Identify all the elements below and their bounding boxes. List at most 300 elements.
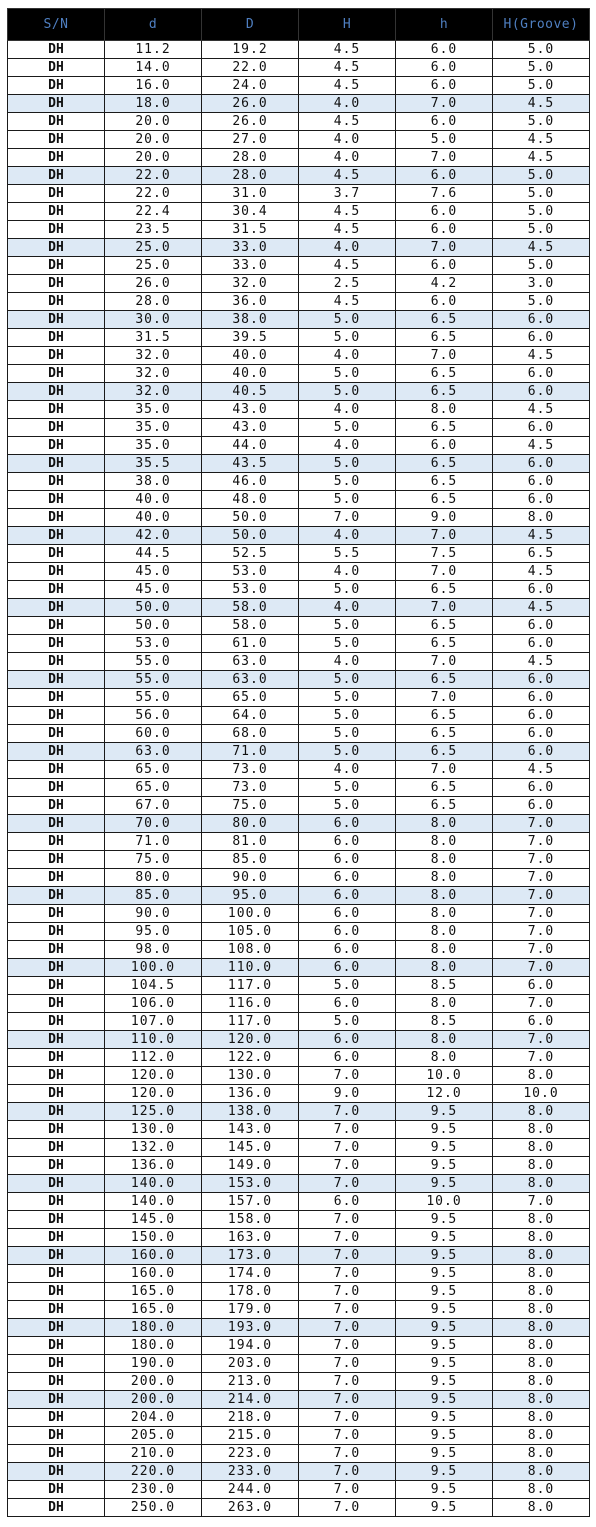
cell-D: 65.0 bbox=[202, 689, 299, 707]
cell-H: 7.0 bbox=[299, 1337, 396, 1355]
cell-H: 4.0 bbox=[299, 347, 396, 365]
cell-sn: DH bbox=[8, 95, 105, 113]
cell-sn: DH bbox=[8, 1355, 105, 1373]
cell-h: 6.5 bbox=[396, 473, 493, 491]
cell-h: 4.2 bbox=[396, 275, 493, 293]
cell-h: 6.5 bbox=[396, 671, 493, 689]
cell-h: 7.0 bbox=[396, 689, 493, 707]
cell-sn: DH bbox=[8, 1211, 105, 1229]
cell-sn: DH bbox=[8, 1175, 105, 1193]
header-h-groove: H(Groove) bbox=[493, 9, 590, 41]
cell-sn: DH bbox=[8, 761, 105, 779]
cell-H: 6.0 bbox=[299, 833, 396, 851]
cell-sn: DH bbox=[8, 1049, 105, 1067]
header-row bbox=[8, 9, 590, 41]
cell-h: 6.5 bbox=[396, 491, 493, 509]
cell-d: 160.0 bbox=[105, 1265, 202, 1283]
cell-h-groove: 7.0 bbox=[493, 959, 590, 977]
cell-d: 210.0 bbox=[105, 1445, 202, 1463]
table-row bbox=[8, 203, 590, 221]
cell-D: 61.0 bbox=[202, 635, 299, 653]
table-row bbox=[8, 365, 590, 383]
cell-h: 6.5 bbox=[396, 383, 493, 401]
cell-sn: DH bbox=[8, 1031, 105, 1049]
cell-h-groove: 5.0 bbox=[493, 167, 590, 185]
table-row bbox=[8, 1391, 590, 1409]
cell-H: 5.0 bbox=[299, 1013, 396, 1031]
cell-h: 9.5 bbox=[396, 1391, 493, 1409]
cell-H: 4.0 bbox=[299, 149, 396, 167]
cell-d: 32.0 bbox=[105, 347, 202, 365]
cell-sn: DH bbox=[8, 455, 105, 473]
table-row bbox=[8, 1247, 590, 1265]
cell-sn: DH bbox=[8, 59, 105, 77]
cell-h: 8.0 bbox=[396, 1031, 493, 1049]
cell-d: 28.0 bbox=[105, 293, 202, 311]
cell-H: 5.0 bbox=[299, 779, 396, 797]
cell-D: 75.0 bbox=[202, 797, 299, 815]
cell-h-groove: 6.0 bbox=[493, 455, 590, 473]
cell-h: 6.5 bbox=[396, 725, 493, 743]
cell-h: 9.5 bbox=[396, 1499, 493, 1517]
cell-h-groove: 4.5 bbox=[493, 563, 590, 581]
table-row bbox=[8, 59, 590, 77]
cell-H: 6.0 bbox=[299, 995, 396, 1013]
cell-d: 132.0 bbox=[105, 1139, 202, 1157]
cell-d: 190.0 bbox=[105, 1355, 202, 1373]
cell-d: 130.0 bbox=[105, 1121, 202, 1139]
cell-h-groove: 6.0 bbox=[493, 329, 590, 347]
cell-h-groove: 7.0 bbox=[493, 995, 590, 1013]
cell-d: 55.0 bbox=[105, 671, 202, 689]
table-row bbox=[8, 347, 590, 365]
cell-H: 5.0 bbox=[299, 671, 396, 689]
cell-h-groove: 4.5 bbox=[493, 599, 590, 617]
cell-H: 5.0 bbox=[299, 455, 396, 473]
cell-H: 7.0 bbox=[299, 1211, 396, 1229]
cell-sn: DH bbox=[8, 545, 105, 563]
cell-h: 6.0 bbox=[396, 59, 493, 77]
cell-h-groove: 3.0 bbox=[493, 275, 590, 293]
cell-h-groove: 8.0 bbox=[493, 1409, 590, 1427]
cell-H: 7.0 bbox=[299, 1481, 396, 1499]
cell-sn: DH bbox=[8, 707, 105, 725]
cell-D: 28.0 bbox=[202, 149, 299, 167]
cell-h: 5.0 bbox=[396, 131, 493, 149]
cell-h: 12.0 bbox=[396, 1085, 493, 1103]
cell-D: 64.0 bbox=[202, 707, 299, 725]
cell-h: 9.5 bbox=[396, 1319, 493, 1337]
cell-h: 9.5 bbox=[396, 1409, 493, 1427]
cell-d: 204.0 bbox=[105, 1409, 202, 1427]
cell-d: 85.0 bbox=[105, 887, 202, 905]
cell-sn: DH bbox=[8, 275, 105, 293]
cell-sn: DH bbox=[8, 149, 105, 167]
cell-D: 143.0 bbox=[202, 1121, 299, 1139]
cell-D: 31.0 bbox=[202, 185, 299, 203]
cell-D: 116.0 bbox=[202, 995, 299, 1013]
cell-h: 6.5 bbox=[396, 797, 493, 815]
cell-H: 6.0 bbox=[299, 959, 396, 977]
cell-D: 53.0 bbox=[202, 563, 299, 581]
cell-h-groove: 6.0 bbox=[493, 383, 590, 401]
cell-D: 73.0 bbox=[202, 761, 299, 779]
cell-D: 179.0 bbox=[202, 1301, 299, 1319]
cell-sn: DH bbox=[8, 419, 105, 437]
cell-D: 28.0 bbox=[202, 167, 299, 185]
cell-sn: DH bbox=[8, 689, 105, 707]
cell-h: 7.0 bbox=[396, 95, 493, 113]
cell-d: 200.0 bbox=[105, 1373, 202, 1391]
cell-H: 5.0 bbox=[299, 617, 396, 635]
cell-sn: DH bbox=[8, 167, 105, 185]
table-row bbox=[8, 41, 590, 59]
cell-d: 136.0 bbox=[105, 1157, 202, 1175]
cell-h: 9.5 bbox=[396, 1445, 493, 1463]
cell-H: 4.5 bbox=[299, 41, 396, 59]
header-D: D bbox=[202, 9, 299, 41]
cell-h: 7.0 bbox=[396, 653, 493, 671]
cell-H: 4.5 bbox=[299, 59, 396, 77]
cell-H: 6.0 bbox=[299, 941, 396, 959]
cell-D: 100.0 bbox=[202, 905, 299, 923]
cell-h-groove: 8.0 bbox=[493, 1337, 590, 1355]
cell-D: 50.0 bbox=[202, 527, 299, 545]
cell-sn: DH bbox=[8, 1121, 105, 1139]
cell-d: 35.0 bbox=[105, 419, 202, 437]
cell-sn: DH bbox=[8, 977, 105, 995]
cell-h-groove: 4.5 bbox=[493, 95, 590, 113]
table-row bbox=[8, 1103, 590, 1121]
cell-h: 9.5 bbox=[396, 1481, 493, 1499]
table-row bbox=[8, 959, 590, 977]
table-row bbox=[8, 149, 590, 167]
cell-H: 7.0 bbox=[299, 1121, 396, 1139]
cell-H: 7.0 bbox=[299, 1265, 396, 1283]
cell-d: 26.0 bbox=[105, 275, 202, 293]
table-row bbox=[8, 671, 590, 689]
table-row bbox=[8, 707, 590, 725]
cell-D: 153.0 bbox=[202, 1175, 299, 1193]
cell-d: 35.0 bbox=[105, 401, 202, 419]
cell-sn: DH bbox=[8, 941, 105, 959]
cell-h-groove: 8.0 bbox=[493, 1175, 590, 1193]
table-row bbox=[8, 1175, 590, 1193]
cell-H: 7.0 bbox=[299, 1355, 396, 1373]
cell-h: 6.0 bbox=[396, 167, 493, 185]
cell-H: 6.0 bbox=[299, 815, 396, 833]
cell-d: 70.0 bbox=[105, 815, 202, 833]
table-row bbox=[8, 1265, 590, 1283]
table-row bbox=[8, 1139, 590, 1157]
cell-h: 8.0 bbox=[396, 815, 493, 833]
cell-d: 100.0 bbox=[105, 959, 202, 977]
table-row bbox=[8, 941, 590, 959]
cell-h: 6.0 bbox=[396, 113, 493, 131]
cell-h-groove: 6.0 bbox=[493, 689, 590, 707]
cell-sn: DH bbox=[8, 401, 105, 419]
cell-h: 8.0 bbox=[396, 959, 493, 977]
cell-D: 48.0 bbox=[202, 491, 299, 509]
cell-H: 5.0 bbox=[299, 311, 396, 329]
cell-H: 7.0 bbox=[299, 1139, 396, 1157]
cell-d: 140.0 bbox=[105, 1175, 202, 1193]
cell-H: 4.0 bbox=[299, 527, 396, 545]
table-row bbox=[8, 1337, 590, 1355]
cell-h-groove: 5.0 bbox=[493, 185, 590, 203]
cell-d: 145.0 bbox=[105, 1211, 202, 1229]
cell-d: 14.0 bbox=[105, 59, 202, 77]
cell-h: 6.0 bbox=[396, 41, 493, 59]
cell-sn: DH bbox=[8, 617, 105, 635]
cell-h-groove: 4.5 bbox=[493, 131, 590, 149]
cell-sn: DH bbox=[8, 509, 105, 527]
cell-H: 5.0 bbox=[299, 491, 396, 509]
cell-d: 22.4 bbox=[105, 203, 202, 221]
cell-h-groove: 5.0 bbox=[493, 41, 590, 59]
cell-h-groove: 6.0 bbox=[493, 797, 590, 815]
cell-h-groove: 8.0 bbox=[493, 1247, 590, 1265]
table-row bbox=[8, 401, 590, 419]
table-row bbox=[8, 95, 590, 113]
header-d: d bbox=[105, 9, 202, 41]
cell-d: 65.0 bbox=[105, 761, 202, 779]
cell-h-groove: 8.0 bbox=[493, 1391, 590, 1409]
cell-sn: DH bbox=[8, 851, 105, 869]
cell-H: 5.0 bbox=[299, 365, 396, 383]
cell-d: 120.0 bbox=[105, 1085, 202, 1103]
cell-h: 6.0 bbox=[396, 293, 493, 311]
cell-h-groove: 6.0 bbox=[493, 743, 590, 761]
cell-D: 40.0 bbox=[202, 365, 299, 383]
cell-sn: DH bbox=[8, 491, 105, 509]
table-row bbox=[8, 329, 590, 347]
cell-sn: DH bbox=[8, 887, 105, 905]
cell-D: 163.0 bbox=[202, 1229, 299, 1247]
cell-d: 40.0 bbox=[105, 509, 202, 527]
cell-h-groove: 5.0 bbox=[493, 77, 590, 95]
cell-h: 9.5 bbox=[396, 1283, 493, 1301]
cell-sn: DH bbox=[8, 1319, 105, 1337]
cell-h-groove: 6.0 bbox=[493, 617, 590, 635]
cell-d: 32.0 bbox=[105, 383, 202, 401]
cell-D: 213.0 bbox=[202, 1373, 299, 1391]
table-row bbox=[8, 761, 590, 779]
cell-h-groove: 4.5 bbox=[493, 761, 590, 779]
cell-h-groove: 8.0 bbox=[493, 1229, 590, 1247]
cell-h-groove: 8.0 bbox=[493, 1373, 590, 1391]
cell-H: 2.5 bbox=[299, 275, 396, 293]
table-row bbox=[8, 77, 590, 95]
cell-h: 8.0 bbox=[396, 887, 493, 905]
cell-D: 110.0 bbox=[202, 959, 299, 977]
table-row bbox=[8, 437, 590, 455]
cell-h: 9.5 bbox=[396, 1229, 493, 1247]
cell-h-groove: 6.0 bbox=[493, 581, 590, 599]
cell-h: 8.0 bbox=[396, 923, 493, 941]
cell-h-groove: 6.0 bbox=[493, 779, 590, 797]
cell-sn: DH bbox=[8, 1103, 105, 1121]
cell-h-groove: 5.0 bbox=[493, 221, 590, 239]
cell-H: 4.0 bbox=[299, 437, 396, 455]
cell-h: 8.5 bbox=[396, 1013, 493, 1031]
cell-H: 6.0 bbox=[299, 1193, 396, 1211]
cell-h-groove: 4.5 bbox=[493, 527, 590, 545]
cell-D: 63.0 bbox=[202, 671, 299, 689]
cell-sn: DH bbox=[8, 869, 105, 887]
cell-H: 4.0 bbox=[299, 599, 396, 617]
cell-sn: DH bbox=[8, 815, 105, 833]
cell-sn: DH bbox=[8, 365, 105, 383]
cell-D: 26.0 bbox=[202, 113, 299, 131]
cell-d: 38.0 bbox=[105, 473, 202, 491]
cell-D: 218.0 bbox=[202, 1409, 299, 1427]
cell-h: 7.0 bbox=[396, 563, 493, 581]
cell-D: 71.0 bbox=[202, 743, 299, 761]
table-row bbox=[8, 473, 590, 491]
table-row bbox=[8, 653, 590, 671]
cell-d: 30.0 bbox=[105, 311, 202, 329]
cell-H: 4.5 bbox=[299, 221, 396, 239]
cell-H: 6.0 bbox=[299, 923, 396, 941]
cell-H: 9.0 bbox=[299, 1085, 396, 1103]
table-row bbox=[8, 257, 590, 275]
cell-h-groove: 4.5 bbox=[493, 347, 590, 365]
cell-sn: DH bbox=[8, 131, 105, 149]
table-row bbox=[8, 1427, 590, 1445]
cell-d: 160.0 bbox=[105, 1247, 202, 1265]
cell-D: 33.0 bbox=[202, 239, 299, 257]
cell-d: 55.0 bbox=[105, 653, 202, 671]
cell-d: 110.0 bbox=[105, 1031, 202, 1049]
cell-h: 7.6 bbox=[396, 185, 493, 203]
cell-D: 19.2 bbox=[202, 41, 299, 59]
table-row bbox=[8, 239, 590, 257]
cell-H: 4.0 bbox=[299, 761, 396, 779]
table-row bbox=[8, 221, 590, 239]
table-row bbox=[8, 995, 590, 1013]
cell-h-groove: 7.0 bbox=[493, 869, 590, 887]
cell-h-groove: 8.0 bbox=[493, 1445, 590, 1463]
cell-h: 10.0 bbox=[396, 1193, 493, 1211]
table-row bbox=[8, 977, 590, 995]
cell-D: 130.0 bbox=[202, 1067, 299, 1085]
cell-h: 6.5 bbox=[396, 311, 493, 329]
cell-H: 5.0 bbox=[299, 581, 396, 599]
cell-sn: DH bbox=[8, 77, 105, 95]
cell-H: 7.0 bbox=[299, 1157, 396, 1175]
cell-sn: DH bbox=[8, 437, 105, 455]
table-row bbox=[8, 1409, 590, 1427]
cell-D: 52.5 bbox=[202, 545, 299, 563]
cell-D: 39.5 bbox=[202, 329, 299, 347]
cell-D: 122.0 bbox=[202, 1049, 299, 1067]
table-row bbox=[8, 1085, 590, 1103]
cell-h-groove: 8.0 bbox=[493, 1481, 590, 1499]
table-row bbox=[8, 455, 590, 473]
cell-d: 22.0 bbox=[105, 185, 202, 203]
cell-H: 6.0 bbox=[299, 1031, 396, 1049]
cell-h-groove: 4.5 bbox=[493, 653, 590, 671]
cell-sn: DH bbox=[8, 1499, 105, 1517]
cell-d: 22.0 bbox=[105, 167, 202, 185]
cell-h: 6.5 bbox=[396, 419, 493, 437]
cell-d: 20.0 bbox=[105, 113, 202, 131]
cell-D: 194.0 bbox=[202, 1337, 299, 1355]
cell-D: 95.0 bbox=[202, 887, 299, 905]
cell-sn: DH bbox=[8, 329, 105, 347]
cell-D: 73.0 bbox=[202, 779, 299, 797]
table-row bbox=[8, 815, 590, 833]
cell-D: 149.0 bbox=[202, 1157, 299, 1175]
cell-d: 67.0 bbox=[105, 797, 202, 815]
cell-D: 63.0 bbox=[202, 653, 299, 671]
cell-d: 90.0 bbox=[105, 905, 202, 923]
cell-D: 263.0 bbox=[202, 1499, 299, 1517]
cell-h-groove: 8.0 bbox=[493, 1103, 590, 1121]
cell-D: 215.0 bbox=[202, 1427, 299, 1445]
cell-h: 8.0 bbox=[396, 1049, 493, 1067]
cell-D: 32.0 bbox=[202, 275, 299, 293]
cell-h: 9.5 bbox=[396, 1337, 493, 1355]
cell-h: 8.0 bbox=[396, 833, 493, 851]
cell-D: 46.0 bbox=[202, 473, 299, 491]
cell-H: 5.0 bbox=[299, 743, 396, 761]
cell-D: 90.0 bbox=[202, 869, 299, 887]
cell-h-groove: 8.0 bbox=[493, 1355, 590, 1373]
cell-h-groove: 6.0 bbox=[493, 725, 590, 743]
cell-sn: DH bbox=[8, 995, 105, 1013]
table-row bbox=[8, 1193, 590, 1211]
cell-H: 5.0 bbox=[299, 419, 396, 437]
cell-h: 9.5 bbox=[396, 1211, 493, 1229]
cell-h-groove: 7.0 bbox=[493, 941, 590, 959]
cell-sn: DH bbox=[8, 527, 105, 545]
cell-d: 120.0 bbox=[105, 1067, 202, 1085]
cell-H: 5.0 bbox=[299, 797, 396, 815]
cell-d: 31.5 bbox=[105, 329, 202, 347]
cell-h-groove: 6.0 bbox=[493, 365, 590, 383]
cell-d: 165.0 bbox=[105, 1301, 202, 1319]
cell-h-groove: 6.0 bbox=[493, 671, 590, 689]
cell-h-groove: 5.0 bbox=[493, 257, 590, 275]
cell-H: 7.0 bbox=[299, 1319, 396, 1337]
table-row bbox=[8, 1499, 590, 1517]
cell-h-groove: 8.0 bbox=[493, 1211, 590, 1229]
cell-D: 178.0 bbox=[202, 1283, 299, 1301]
cell-h-groove: 6.0 bbox=[493, 311, 590, 329]
cell-sn: DH bbox=[8, 797, 105, 815]
cell-sn: DH bbox=[8, 473, 105, 491]
table-row bbox=[8, 113, 590, 131]
cell-H: 4.0 bbox=[299, 131, 396, 149]
table-row bbox=[8, 491, 590, 509]
cell-h-groove: 7.0 bbox=[493, 1031, 590, 1049]
cell-sn: DH bbox=[8, 239, 105, 257]
cell-D: 40.0 bbox=[202, 347, 299, 365]
cell-H: 7.0 bbox=[299, 1175, 396, 1193]
cell-h-groove: 8.0 bbox=[493, 1139, 590, 1157]
cell-d: 20.0 bbox=[105, 131, 202, 149]
cell-d: 150.0 bbox=[105, 1229, 202, 1247]
table-row bbox=[8, 1373, 590, 1391]
cell-H: 4.5 bbox=[299, 203, 396, 221]
table-row bbox=[8, 419, 590, 437]
cell-H: 3.7 bbox=[299, 185, 396, 203]
table-row bbox=[8, 185, 590, 203]
cell-D: 223.0 bbox=[202, 1445, 299, 1463]
cell-sn: DH bbox=[8, 1427, 105, 1445]
